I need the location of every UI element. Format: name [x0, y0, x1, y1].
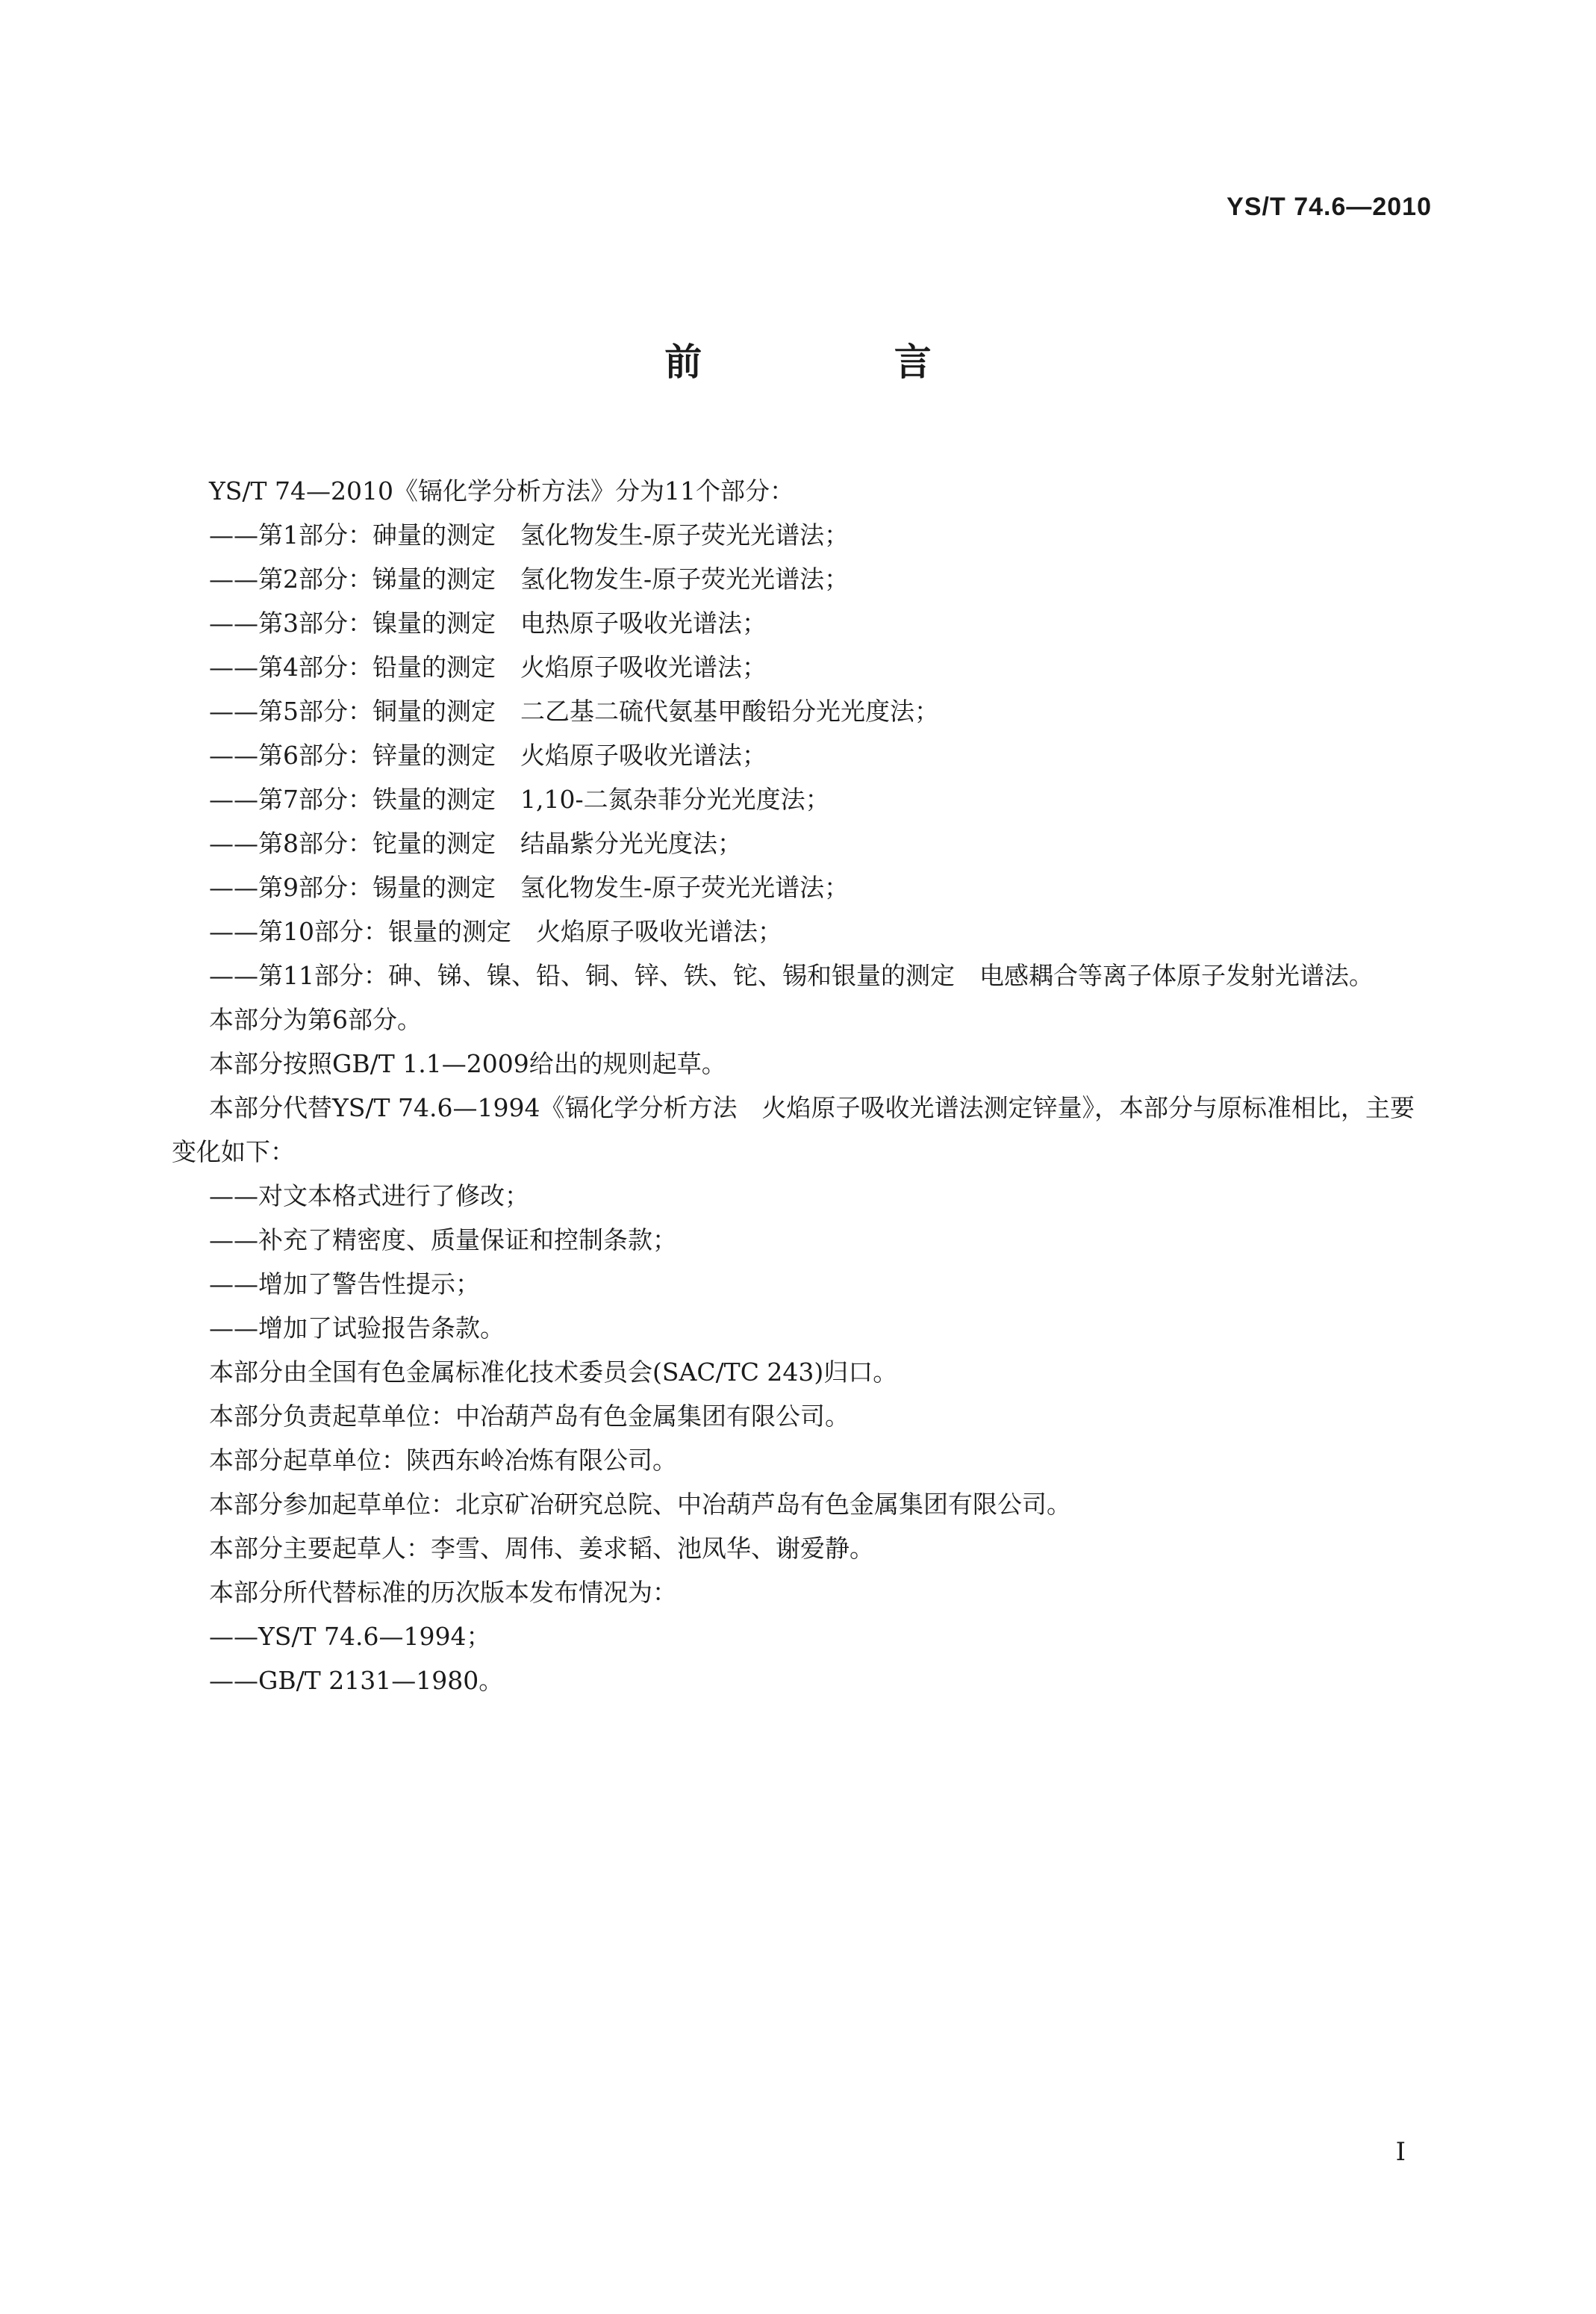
drafting-unit-paragraph: 本部分起草单位：陕西东岭冶炼有限公司。 [209, 1446, 677, 1475]
history-list-item: ——YS/T 74.6—1994； [209, 1622, 491, 1651]
participating-units-paragraph: 本部分参加起草单位：北京矿冶研究总院、中冶葫芦岛有色金属集团有限公司。 [209, 1490, 1071, 1519]
change-list-item: ——增加了警告性提示； [209, 1269, 480, 1298]
history-paragraph: 本部分所代替标准的历次版本发布情况为： [209, 1578, 677, 1607]
part-list-item: ——第3部分：镍量的测定 电热原子吸收光谱法； [209, 609, 767, 638]
part-list-item: ——第11部分：砷、锑、镍、铅、铜、锌、铁、铊、锡和银量的测定 电感耦合等离子体原子发射光谱法。 [209, 961, 1374, 990]
part-list-item: ——第8部分：铊量的测定 结晶紫分光光度法； [209, 829, 742, 858]
history-list-item: ——GB/T 2131—1980。 [209, 1666, 504, 1695]
change-list-item: ——补充了精密度、质量保证和控制条款； [209, 1225, 677, 1254]
drafting-rule-paragraph: 本部分按照GB/T 1.1—2009给出的规则起草。 [209, 1049, 726, 1078]
part-list-item: ——第2部分：锑量的测定 氢化物发生-原子荧光光谱法； [209, 564, 850, 594]
part-list-item: ——第7部分：铁量的测定 1,10-二氮杂菲分光光度法； [209, 785, 830, 814]
page-number: I [1395, 2137, 1406, 2167]
part-list-item: ——第6部分：锌量的测定 火焰原子吸收光谱法； [209, 741, 767, 770]
intro-paragraph: YS/T 74—2010《镉化学分析方法》分为11个部分： [209, 476, 794, 506]
change-list-item: ——对文本格式进行了修改； [209, 1181, 529, 1210]
page-title: 前 言 [664, 340, 1021, 384]
part-list-item: ——第10部分：银量的测定 火焰原子吸收光谱法； [209, 917, 782, 946]
part-list-item: ——第4部分：铅量的测定 火焰原子吸收光谱法； [209, 653, 767, 682]
foreword-body [172, 469, 1433, 1702]
this-part-paragraph: 本部分为第6部分。 [209, 1005, 422, 1034]
part-list-item: ——第1部分：砷量的测定 氢化物发生-原子荧光光谱法； [209, 520, 850, 550]
replaces-paragraph: 本部分代替YS/T 74.6—1994《镉化学分析方法 火焰原子吸收光谱法测定锌量》，本部分与原标准相比，主要变化如下： [172, 1093, 1415, 1166]
responsible-unit-paragraph: 本部分负责起草单位：中冶葫芦岛有色金属集团有限公司。 [209, 1402, 850, 1431]
standard-code: YS/T 74.6—2010 [1226, 193, 1432, 221]
part-list-item: ——第5部分：铜量的测定 二乙基二硫代氨基甲酸铅分光光度法； [209, 697, 939, 726]
part-list-item: ——第9部分：锡量的测定 氢化物发生-原子荧光光谱法； [209, 873, 850, 902]
change-list-item: ——增加了试验报告条款。 [209, 1313, 505, 1343]
authors-paragraph: 本部分主要起草人：李雪、周伟、姜求韬、池凤华、谢爱静。 [209, 1534, 874, 1563]
committee-paragraph: 本部分由全国有色金属标准化技术委员会(SAC/TC 243)归口。 [209, 1357, 898, 1387]
